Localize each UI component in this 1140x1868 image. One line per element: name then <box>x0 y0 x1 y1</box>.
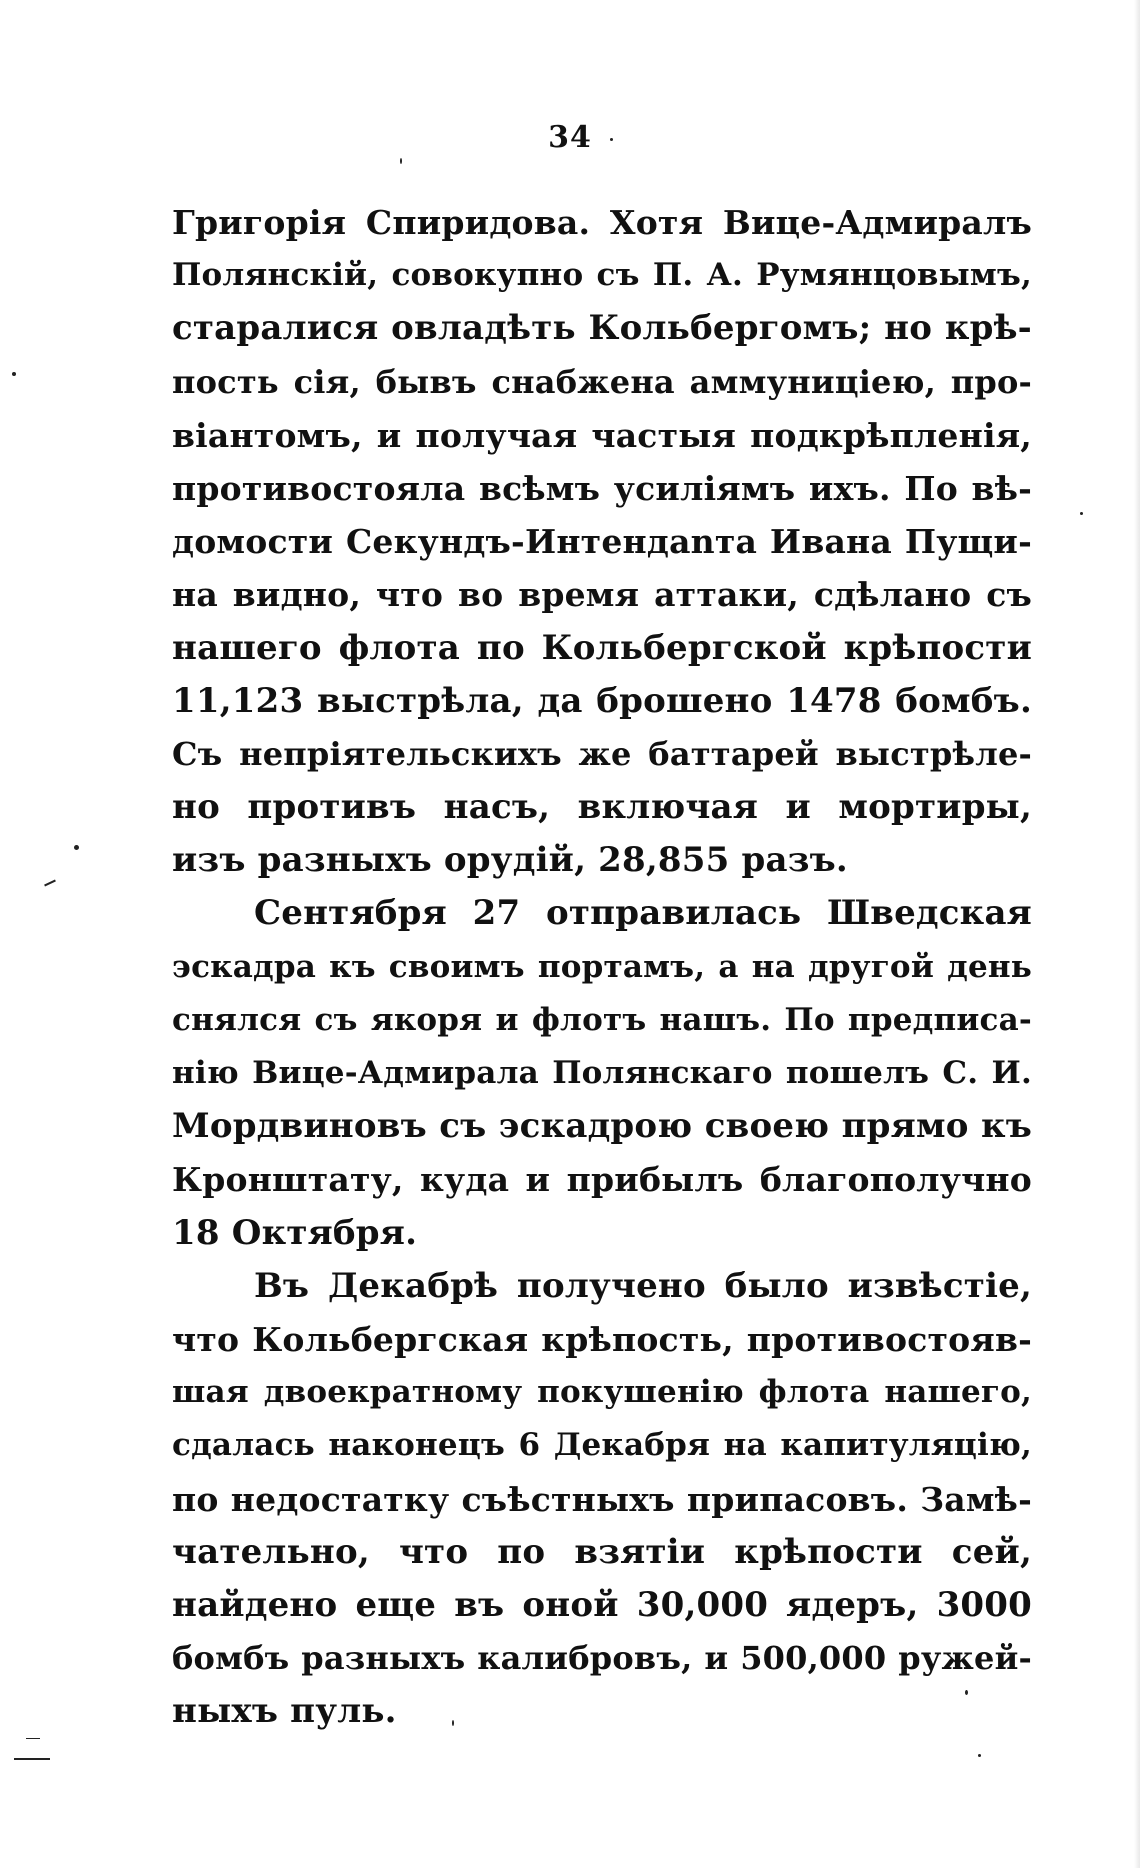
text-line: Кронштату, куда и прибылъ благополучно <box>172 1160 1032 1200</box>
scan-speck <box>12 372 16 376</box>
scan-mark <box>14 1758 50 1760</box>
scan-speck <box>452 1720 454 1726</box>
text-line: Мордвиновъ съ эскадрою своею прямо къ <box>172 1106 1032 1147</box>
text-line: шая двоекратному покушенію флота нашего, <box>172 1374 1032 1411</box>
scan-speck <box>978 1754 981 1757</box>
page-number: 34 <box>548 120 592 155</box>
body-text <box>172 196 1032 1738</box>
page-edge <box>1134 0 1140 1868</box>
text-line: нію Вице-Адмирала Полянскаго пошелъ С. И. <box>172 1055 1032 1091</box>
text-line: Въ Декабрѣ получено было извѣстіе, <box>254 1265 1032 1306</box>
scan-speck <box>74 845 79 850</box>
text-line: нашего флота по Кольбергской крѣпости <box>172 627 1032 668</box>
text-line: бомбъ разныхъ калибровъ, и 500,000 ружей- <box>172 1639 1032 1678</box>
text-line: ныхъ пуль. <box>172 1691 397 1732</box>
scan-speck <box>610 138 613 141</box>
text-line: 11,123 выстрѣла, да брошено 1478 бомбъ. <box>172 680 1032 721</box>
scan-speck <box>1080 512 1083 515</box>
text-line: чательно, что по взятіи крѣпости сей, <box>172 1531 1032 1572</box>
text-line: Съ непріятельскихъ же баттарей выстрѣле- <box>172 734 1032 773</box>
text-line: 18 Октября. <box>172 1212 418 1253</box>
text-line: Полянскій, совокупно съ П. А. Румянцовымъ, <box>172 257 1032 294</box>
text-line: Григорія Спиридова. Хотя Вице-Адмиралъ <box>172 203 1032 242</box>
text-line: пость сія, бывъ снабжена аммуниціею, про- <box>172 362 1032 401</box>
text-line: что Кольбергская крѣпость, противостояв- <box>172 1319 1032 1359</box>
text-line: Сентября 27 отправилась Шведская <box>254 893 1032 934</box>
text-line: изъ разныхъ орудій, 28,855 разъ. <box>172 840 848 881</box>
text-line: віантомъ, и получая частыя подкрѣпленія, <box>172 415 1032 455</box>
text-line: противостояла всѣмъ усиліямъ ихъ. По вѣ- <box>172 468 1032 508</box>
scan-mark <box>44 880 56 887</box>
text-line: домости Секундъ-Интендаnта Ивана Пущи- <box>172 522 1032 562</box>
text-line: снялся съ якоря и флотъ нашъ. По предписа- <box>172 1001 1032 1038</box>
text-line: по недостатку съѣстныхъ припасовъ. Замѣ- <box>172 1479 1032 1519</box>
scan-mark <box>26 1738 40 1739</box>
text-line: на видно, что во время аттаки, сдѣлано съ <box>172 575 1032 615</box>
scan-speck <box>400 158 402 164</box>
text-line: сдалась наконецъ 6 Декабря на капитуляцію, <box>172 1427 1032 1464</box>
scan-speck <box>965 1690 968 1695</box>
text-line: но противъ насъ, включая и мортиры, <box>172 787 1032 828</box>
text-line: эскадра къ своимъ портамъ, а на другой день <box>172 948 1032 985</box>
text-line: старалися овладѣть Кольбергомъ; но крѣ- <box>172 308 1032 349</box>
text-line: найдено еще въ оной 30,000 ядеръ, 3000 <box>172 1584 1032 1625</box>
